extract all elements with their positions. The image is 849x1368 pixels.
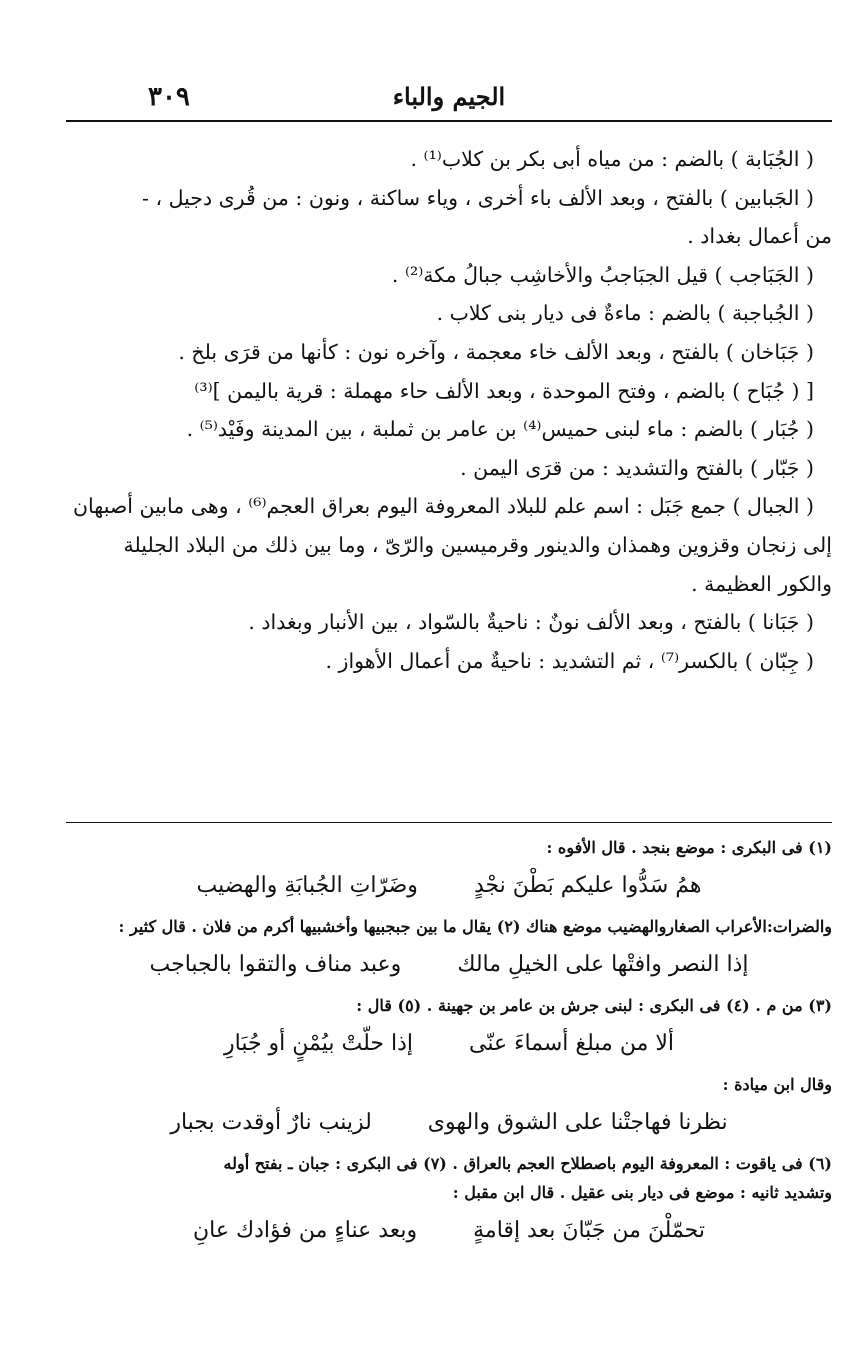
- entry-jubah: [ ( جُبَاح ) بالضم ، وفتح الموحدة ، وبعد الألف حاء مهملة : قرية باليمن ]⁽³⁾: [194, 378, 814, 403]
- entry-jabajib: ( الجَبَاجب ) قيل الجبَاجبُ والأخاشِب جبالُ مكة⁽²⁾ .: [391, 262, 814, 287]
- verse-hemistich: ألا من مبلغ أسماءَ عنّى: [469, 1031, 675, 1056]
- page-number: ٣٠٩: [148, 82, 190, 112]
- verse-hemistich: همُ سَدُّوا عليكم بَطْنَ نجْدٍ: [473, 873, 702, 898]
- entry-jabbar: ( جَبّار ) بالفتح والتشديد : من قرَى اليمن .: [460, 455, 814, 480]
- entry-jibal-cont-1: إلى زنجان وقزوين وهمذان والدينور وقرميسين والرّىّ ، وما بين ذلك من البلاد الجليلة: [123, 532, 832, 557]
- footnote-ibn-mayyada: وقال ابن ميادة :: [722, 1075, 832, 1094]
- entry-jubar: ( جُبَار ) بالضم : ماء لبنى حميس⁽⁴⁾ بن عامر بن ثملبة ، بين المدينة وفَيْد⁽⁵⁾ .: [186, 417, 814, 442]
- entry-jababin: ( الجَبابين ) بالفتح ، وبعد الألف باء أخرى ، وياء ساكنة ، ونون : من قُرى دجيل ، -: [142, 185, 814, 210]
- verse-2: [66, 943, 832, 987]
- footnote-1: (١) فى البكرى : موضع بنجد . قال الأفوه :: [546, 838, 832, 857]
- verse-1: [66, 864, 832, 908]
- verse-hemistich: لزينب نارٌ أوقدت بجبار: [170, 1110, 372, 1135]
- verse-hemistich: وعبد مناف والتقوا بالجباجب: [149, 952, 402, 977]
- footnote-3-4-5: (٣) من م . (٤) فى البكرى : لبنى جرش بن عامر بن جهينة . (٥) قال :: [356, 996, 832, 1015]
- verse-hemistich: وبعد عناءٍ من فؤادك عانِ: [193, 1218, 418, 1243]
- main-text: [66, 140, 832, 680]
- running-title: الجيم والباء: [392, 82, 506, 111]
- entry-jibal: ( الجبال ) جمع جَبَل : اسم علم للبلاد المعروفة اليوم بعراق العجم⁽⁶⁾ ، وهى مابين أصبهان: [72, 494, 814, 519]
- footnote-2: والضرات:الأعراب الصغاروالهضيب موضع هناك (٢) يقال ما بين جبجبيها وأخشبيها أكرم من فلان . قال كثير :: [118, 917, 832, 936]
- page-header: [66, 76, 832, 122]
- footnote-7-cont: وتشديد ثانيه : موضع فى ديار بنى عقيل . قال ابن مقبل :: [452, 1183, 832, 1202]
- verse-3: [66, 1022, 832, 1066]
- entry-jubajiba: ( الجُباجبة ) بالضم : ماءةٌ فى ديار بنى كلاب .: [436, 301, 814, 326]
- entry-jibban: ( جِبّان ) بالكسر⁽⁷⁾ ، ثم التشديد : ناحيةٌ من أعمال الأهواز .: [325, 648, 814, 673]
- verse-hemistich: وضَرّاتِ الجُبابَةِ والهضيب: [196, 873, 418, 898]
- entry-jubaba: ( الجُبَابة ) بالضم : من مياه أبى بكر بن كلاب⁽¹⁾ .: [410, 147, 814, 171]
- verse-hemistich: نظرنا فهاجتْنا على الشوق والهوى: [427, 1110, 728, 1135]
- verse-hemistich: تحمّلْنَ من جَبّانَ بعد إقامةٍ: [473, 1218, 706, 1243]
- verse-5: [66, 1209, 832, 1253]
- entry-jabana: ( جَبَانا ) بالفتح ، وبعد الألف نونٌ : ناحيةٌ بالسّواد ، بين الأنبار وبغداد .: [248, 610, 814, 635]
- entry-jababin-cont: من أعمال بغداد .: [687, 224, 832, 249]
- verse-hemistich: إذا حلّتْ بيُمْنٍ أو جُبَارِ: [224, 1031, 414, 1056]
- entry-jabakhan: ( جَبَاخان ) بالفتح ، وبعد الألف خاء معجمة ، وآخره نون : كأنها من قرَى بلخ .: [178, 339, 814, 364]
- verse-hemistich: إذا النصر وافتْها على الخيلِ مالك: [457, 952, 749, 977]
- footnote-divider: [66, 822, 832, 823]
- footnotes: [66, 822, 832, 1257]
- entry-jibal-cont-2: والكور العظيمة .: [691, 571, 832, 596]
- footnote-6-7: (٦) فى ياقوت : المعروفة اليوم باصطلاح العجم بالعراق . (٧) فى البكرى : جبان ـ بفتح أوله: [223, 1154, 832, 1173]
- verse-4: [66, 1101, 832, 1145]
